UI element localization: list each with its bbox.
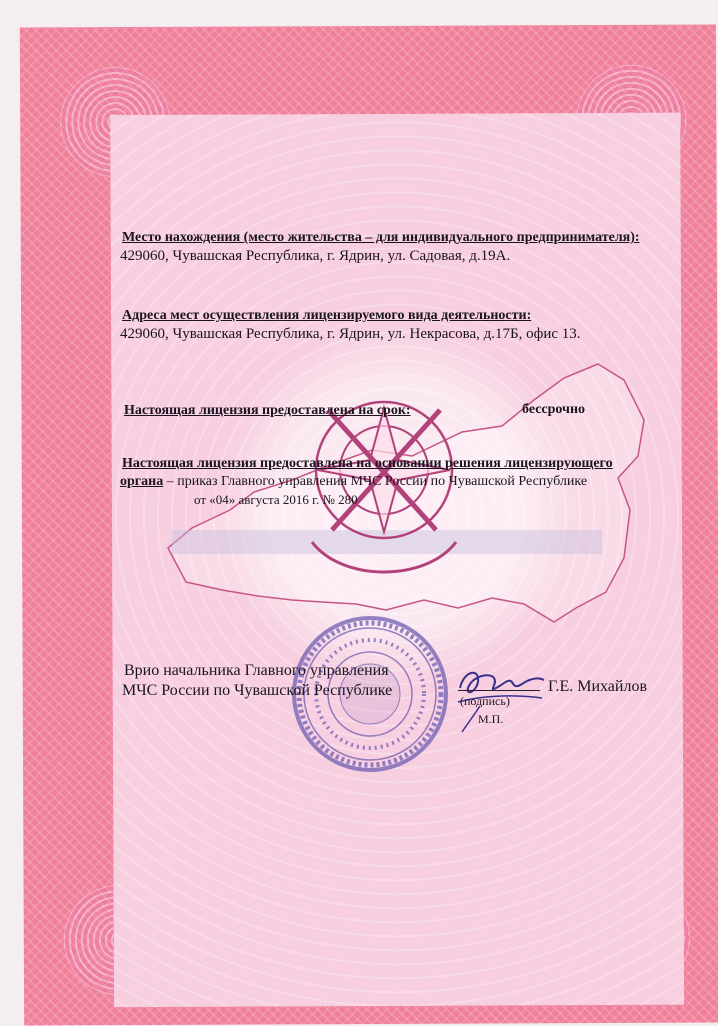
basis-text-line1: – приказ Главного управления МЧС России по Чувашской Республике bbox=[163, 474, 588, 489]
basis-heading-line2: органа bbox=[120, 474, 164, 489]
signatory-line2: МЧС России по Чувашской Республике bbox=[122, 682, 393, 699]
signature-caption: (подпись) bbox=[460, 694, 510, 708]
signatory-line1: Врио начальника Главного управления bbox=[124, 662, 389, 679]
location-heading: Место нахождения (место жительства – для индивидуального предпринимателя): bbox=[122, 230, 640, 245]
signatory-name: Г.Е. Михайлов bbox=[548, 678, 647, 695]
activity-heading: Адреса мест осуществления лицензируемого вида деятельности: bbox=[122, 308, 532, 323]
basis-heading-line1: Настоящая лицензия предоставлена на основании решения лицензирующего bbox=[122, 456, 613, 471]
location-address: 429060, Чувашская Республика, г. Ядрин, ул. Садовая, д.19А. bbox=[120, 248, 511, 264]
term-value: бессрочно bbox=[522, 402, 586, 417]
basis-line2 bbox=[120, 474, 587, 490]
stamp-caption: М.П. bbox=[478, 712, 504, 726]
basis-text-line2: от «04» августа 2016 г. № 280 bbox=[194, 492, 358, 507]
signature-line bbox=[458, 690, 540, 691]
activity-address: 429060, Чувашская Республика, г. Ядрин, ул. Некрасова, д.17Б, офис 13. bbox=[120, 326, 581, 342]
term-heading: Настоящая лицензия предоставлена на срок: bbox=[124, 403, 411, 418]
